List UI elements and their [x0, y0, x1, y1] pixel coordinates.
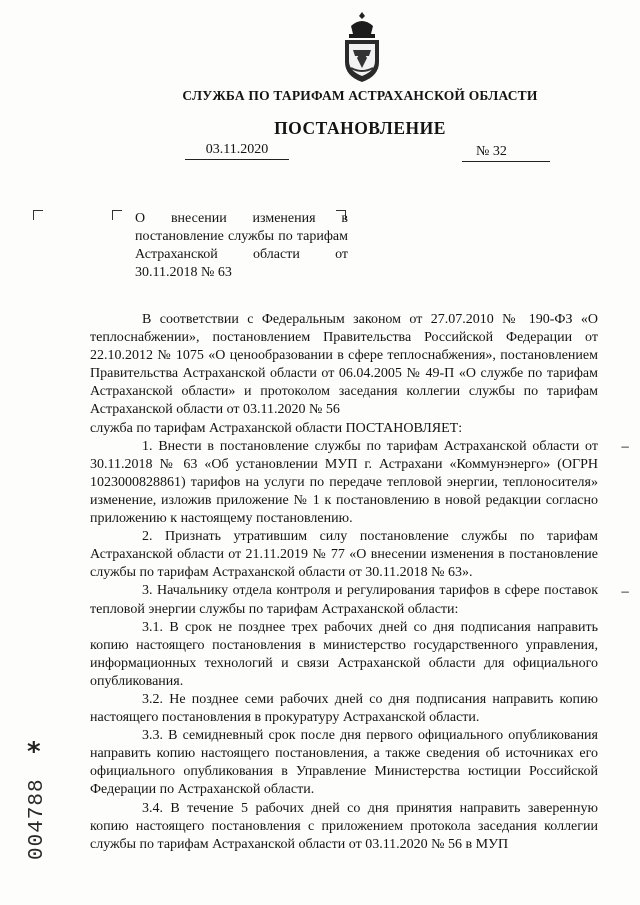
clause-3: 3. Начальнику отдела контроля и регулирования тарифов в сфере поставок тепловой энергии службы по тарифам Астраханской области:: [90, 583, 598, 617]
right-edge-mark: −: [620, 440, 631, 454]
clause-3-3: 3.3. В семидневный срок после дня первого официального опубликования направить копию настоящего постановления, а также сведения об источниках его официального опубликования в Управление Министерства юстиции Российской Федерации по Астраханской области.: [90, 728, 598, 798]
margin-asterisk: *: [27, 737, 41, 767]
document-number: № 32: [462, 144, 550, 162]
clause-3-2: 3.2. Не позднее семи рабочих дней со дня подписания направить копию настоящего постановления в прокуратуру Астраханской области.: [90, 691, 598, 726]
margin-serial-number: 004788: [26, 778, 49, 860]
clause-2: 2. Признать утратившим силу постановление службы по тарифам Астраханской области от 21.11.2019 № 77 «О внесении изменения в постановление службы по тарифам Астраханской области от 30.11.2018 № 63».: [90, 529, 598, 581]
document-subject: О внесении изменения в постановление службы по тарифам Астраханской области от 30.11.2018 № 63: [135, 211, 348, 280]
document-body: [90, 311, 598, 854]
document-date: 03.11.2020: [185, 142, 289, 160]
agency-name: СЛУЖБА ПО ТАРИФАМ АСТРАХАНСКОЙ ОБЛАСТИ: [182, 88, 538, 103]
right-edge-mark: −: [620, 585, 631, 599]
clause-3-1: 3.1. В срок не позднее трех рабочих дней со дня подписания направить копию настоящего постановления в министерство государственного управления, информационных технологий и связи Астраханской области для официального опубликования.: [90, 619, 598, 689]
clause-1: 1. Внести в постановление службы по тарифам Астраханской области от 30.11.2018 № 63 «Об установлении МУП г. Астрахани «Коммунэнерго» (ОГРН 1023000828861) тарифов на услуги по передаче тепловой энергии, теплоносителя» изменение, изложив приложение № 1 к постановлению в новой редакции согласно приложению к настоящему постановлению.: [90, 438, 598, 527]
coat-of-arms-icon: [337, 10, 387, 84]
subject-corner-mark: [112, 210, 122, 220]
preamble-paragraph: В соответствии с Федеральным законом от 27.07.2010 № 190-ФЗ «О теплоснабжении», постановлением Правительства Российской Федерации от 22.10.2012 № 1075 «О ценообразовании в сфере теплоснабжения», постановлением Правительства Астраханской области от 06.04.2005 № 49-П «О службе по тарифам Астраханской области» и протоколом заседания коллегии службы по тарифам Астраханской области от 03.11.2020 № 56: [90, 312, 598, 418]
resolves-line: служба по тарифам Астраханской области ПОСТАНОВЛЯЕТ:: [90, 420, 463, 436]
document-type-title: ПОСТАНОВЛЕНИЕ: [274, 118, 446, 138]
left-corner-mark: [33, 210, 43, 220]
clause-3-4: 3.4. В течение 5 рабочих дней со дня принятия направить заверенную копию настоящего постановления с приложением протокола заседания коллегии службы по тарифам Астраханской области от 03.11.2020 № 56 в МУП: [90, 800, 598, 852]
